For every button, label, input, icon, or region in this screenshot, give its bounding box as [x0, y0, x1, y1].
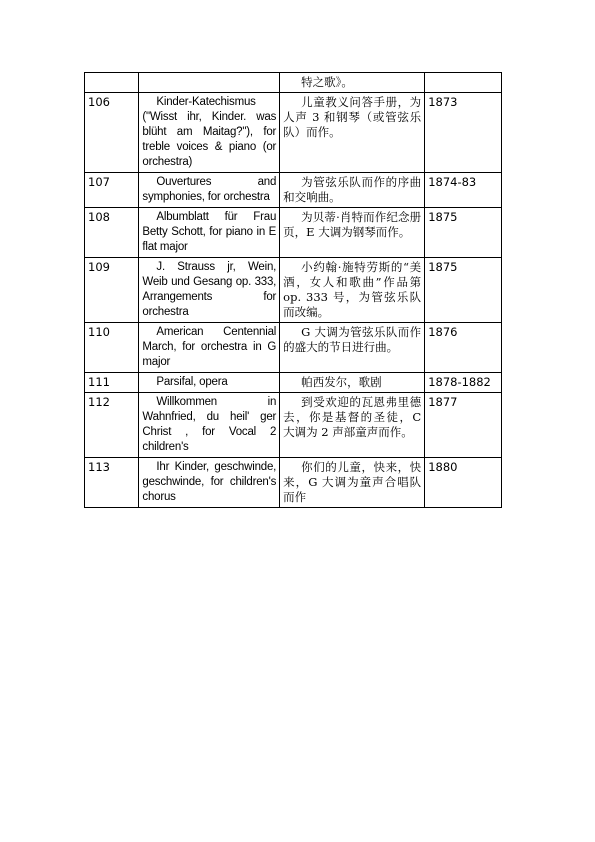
chinese-title-cell: 为管弦乐队而作的序曲和交响曲。 [280, 173, 425, 208]
year-cell: 1874-83 [425, 173, 502, 208]
chinese-title-cell: 小约翰·施特劳斯的“美酒，女人和歌曲”作品第 op. 333 号，为管弦乐队而改编。 [280, 258, 425, 323]
year-cell: 1877 [425, 393, 502, 458]
chinese-title-cell: 你们的儿童，快来，快来，G 大调为童声合唱队而作 [280, 458, 425, 508]
table-row [85, 323, 502, 373]
english-title-cell: Kinder-Katechismus ("Wisst ihr, Kinder. was blüht am Maitag?"), for treble voices & piano (or orchestra) [139, 93, 280, 173]
chinese-title-cell: 儿童教义问答手册，为人声 3 和钢琴（或管弦乐队）而作。 [280, 93, 425, 173]
chinese-title-cell: G 大调为管弦乐队而作的盛大的节日进行曲。 [280, 323, 425, 373]
table-row [85, 173, 502, 208]
english-title-cell: Willkommen in Wahnfried, du heil' ger Christ , for Vocal 2 children's [139, 393, 280, 458]
table-row [85, 373, 502, 393]
work-number-cell: 111 [85, 373, 139, 393]
year-cell: 1878-1882 [425, 373, 502, 393]
work-number-cell: 112 [85, 393, 139, 458]
table-row [85, 258, 502, 323]
year-cell: 1873 [425, 93, 502, 173]
english-title-cell: Parsifal, opera [139, 373, 280, 393]
works-table [84, 72, 502, 508]
year-cell: 1875 [425, 258, 502, 323]
year-cell [425, 73, 502, 93]
work-number-cell [85, 73, 139, 93]
english-title-cell [139, 73, 280, 93]
work-number-cell: 113 [85, 458, 139, 508]
english-title-cell: Ouvertures and symphonies, for orchestra [139, 173, 280, 208]
table-row [85, 458, 502, 508]
table-row [85, 393, 502, 458]
english-title-cell: Albumblatt für Frau Betty Schott, for piano in E flat major [139, 208, 280, 258]
year-cell: 1876 [425, 323, 502, 373]
chinese-title-cell: 特之歌》。 [280, 73, 425, 93]
work-number-cell: 109 [85, 258, 139, 323]
work-number-cell: 106 [85, 93, 139, 173]
english-title-cell: J. Strauss jr, Wein, Weib und Gesang op. 333, Arrangements for orchestra [139, 258, 280, 323]
chinese-title-cell: 到受欢迎的瓦恩弗里德去，你是基督的圣徒，C 大调为 2 声部童声而作。 [280, 393, 425, 458]
work-number-cell: 107 [85, 173, 139, 208]
table-row [85, 208, 502, 258]
table-row [85, 93, 502, 173]
table-row [85, 73, 502, 93]
work-number-cell: 108 [85, 208, 139, 258]
chinese-title-cell: 为贝蒂·肖特而作纪念册页，E 大调为钢琴而作。 [280, 208, 425, 258]
chinese-title-cell: 帕西发尔，歌剧 [280, 373, 425, 393]
work-number-cell: 110 [85, 323, 139, 373]
year-cell: 1880 [425, 458, 502, 508]
year-cell: 1875 [425, 208, 502, 258]
english-title-cell: American Centennial March, for orchestra in G major [139, 323, 280, 373]
english-title-cell: Ihr Kinder, geschwinde, geschwinde, for children's chorus [139, 458, 280, 508]
